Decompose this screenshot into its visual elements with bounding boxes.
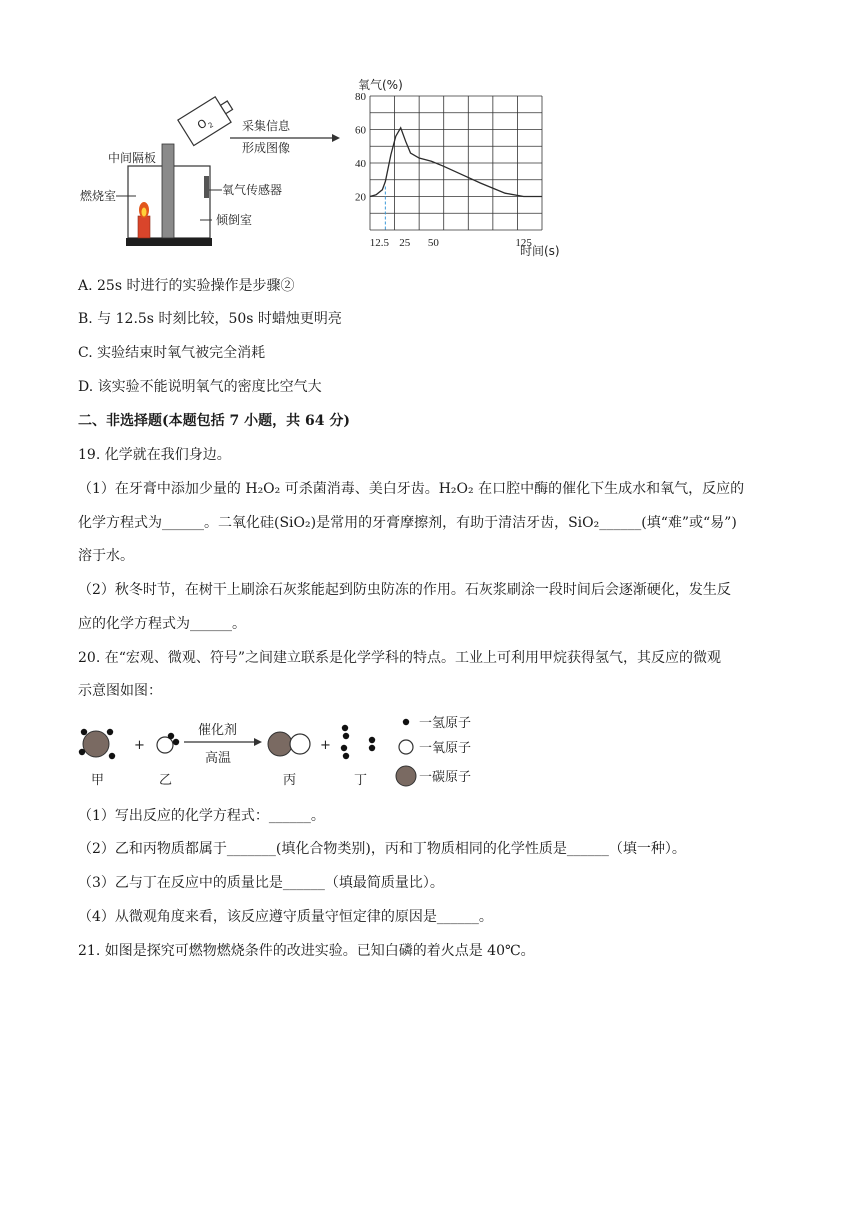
- option-b: B. 与 12.5s 时刻比较，50s 时蜡烛更明亮: [78, 311, 342, 327]
- q20-title-line1: 20. 在“宏观、微观、符号”之间建立联系是化学学科的特点。工业上可利用甲烷获得氢气，其反应的微观: [78, 650, 722, 666]
- option-c: C. 实验结束时氧气被完全消耗: [78, 345, 266, 361]
- flame-core: [142, 208, 147, 217]
- legend-oxygen-icon: [399, 740, 413, 754]
- label-yi: 乙: [159, 773, 173, 788]
- molecule-bing: [268, 732, 310, 756]
- pour-chamber-label: 倾倒室: [216, 213, 253, 227]
- option-a: A. 25s 时进行的实验操作是步骤②: [78, 278, 295, 294]
- chart-grid: [370, 96, 542, 230]
- q20-title-line2: 示意图如图：: [78, 683, 162, 699]
- chart-y-label: 氧气(%): [358, 78, 403, 92]
- arrow-label-image: 形成图像: [242, 141, 291, 155]
- q20-sub3: （3）乙与丁在反应中的质量比是______（填最简质量比）。: [78, 875, 444, 891]
- burn-chamber-label: 燃烧室: [80, 189, 117, 203]
- arrow-label-collect: 采集信息: [242, 119, 291, 133]
- q19-p1-line1: （1）在牙膏中添加少量的 H₂O₂ 可杀菌消毒、美白牙齿。H₂O₂ 在口腔中酶的催化下生成水和氧气，反应的: [78, 481, 745, 497]
- y-tick-label: 60: [355, 124, 366, 137]
- x-tick-label: 125: [515, 237, 532, 249]
- oxygen-sensor-device: [178, 93, 238, 146]
- data-arrow-head: [332, 134, 340, 142]
- label-bing: 丙: [283, 773, 297, 788]
- label-ding: 丁: [354, 773, 368, 788]
- q20-sub4: （4）从微观角度来看，该反应遵守质量守恒定律的原因是______。: [78, 909, 493, 925]
- chart-x-ticks: [370, 237, 533, 249]
- q19-p1-line3: 溶于水。: [78, 548, 134, 564]
- q20-sub1: （1）写出反应的化学方程式：______。: [78, 808, 325, 824]
- temperature-label: 高温: [205, 751, 232, 766]
- x-tick-label: 25: [399, 237, 411, 249]
- reaction-diagram: [74, 712, 504, 796]
- q19-title: 19. 化学就在我们身边。: [78, 447, 231, 463]
- label-jia: 甲: [91, 773, 105, 788]
- plus-1: +: [134, 738, 145, 753]
- sensor-label: 氧气传感器: [222, 183, 283, 197]
- o2-sub: 2: [206, 120, 215, 130]
- container-base: [126, 238, 212, 246]
- legend-hydrogen: 一氢原子: [419, 716, 472, 731]
- legend-oxygen: 一氧原子: [419, 741, 472, 756]
- legend-carbon-icon: [396, 766, 416, 786]
- q19-p1-line2: 化学方程式为______。二氧化硅(SiO₂)是常用的牙膏摩擦剂，有助于清洁牙齿，SiO₂______(填“难”或“易”): [78, 515, 737, 531]
- o2-label: O: [195, 116, 210, 133]
- oxygen-sensor-probe: [204, 176, 209, 198]
- reaction-arrow-head: [254, 738, 262, 746]
- legend-carbon: 一碳原子: [419, 770, 472, 785]
- x-tick-label: 50: [427, 237, 439, 249]
- option-d: D. 该实验不能说明氧气的密度比空气大: [78, 379, 322, 395]
- chart-y-ticks: [355, 91, 367, 204]
- y-tick-label: 40: [355, 158, 366, 170]
- plus-2: +: [320, 738, 331, 753]
- q20-sub2: （2）乙和丙物质都属于_______(填化合物类别)，丙和丁物质相同的化学性质是______（填一种）。: [78, 841, 686, 857]
- oxygen-chart: [340, 72, 570, 262]
- chart-x-label: 时间(s): [520, 244, 560, 258]
- y-tick-label: 80: [355, 91, 366, 103]
- molecule-yi: [157, 733, 179, 753]
- chart-series-line: [370, 128, 542, 197]
- catalyst-label: 催化剂: [198, 723, 238, 738]
- candle: [138, 216, 150, 238]
- partition-label: 中间隔板: [108, 151, 157, 165]
- middle-partition: [162, 144, 174, 238]
- legend-hydrogen-icon: [403, 719, 409, 725]
- atom-legend: [396, 716, 471, 786]
- molecule-ding: [341, 725, 375, 759]
- q19-p2-line1: （2）秋冬时节，在树干上刷涂石灰浆能起到防虫防冻的作用。石灰浆刷涂一段时间后会逐渐硬化，发生反: [78, 582, 731, 598]
- apparatus-diagram: [70, 70, 340, 260]
- x-tick-label: 12.5: [369, 237, 389, 249]
- y-tick-label: 20: [355, 191, 366, 204]
- molecule-jia: [79, 729, 115, 759]
- section-2-title: 二、非选择题(本题包括 7 小题，共 64 分): [78, 413, 350, 429]
- q19-p2-line2: 应的化学方程式为______。: [78, 616, 246, 632]
- q21-title: 21. 如图是探究可燃物燃烧条件的改进实验。已知白磷的着火点是 40℃。: [78, 943, 535, 959]
